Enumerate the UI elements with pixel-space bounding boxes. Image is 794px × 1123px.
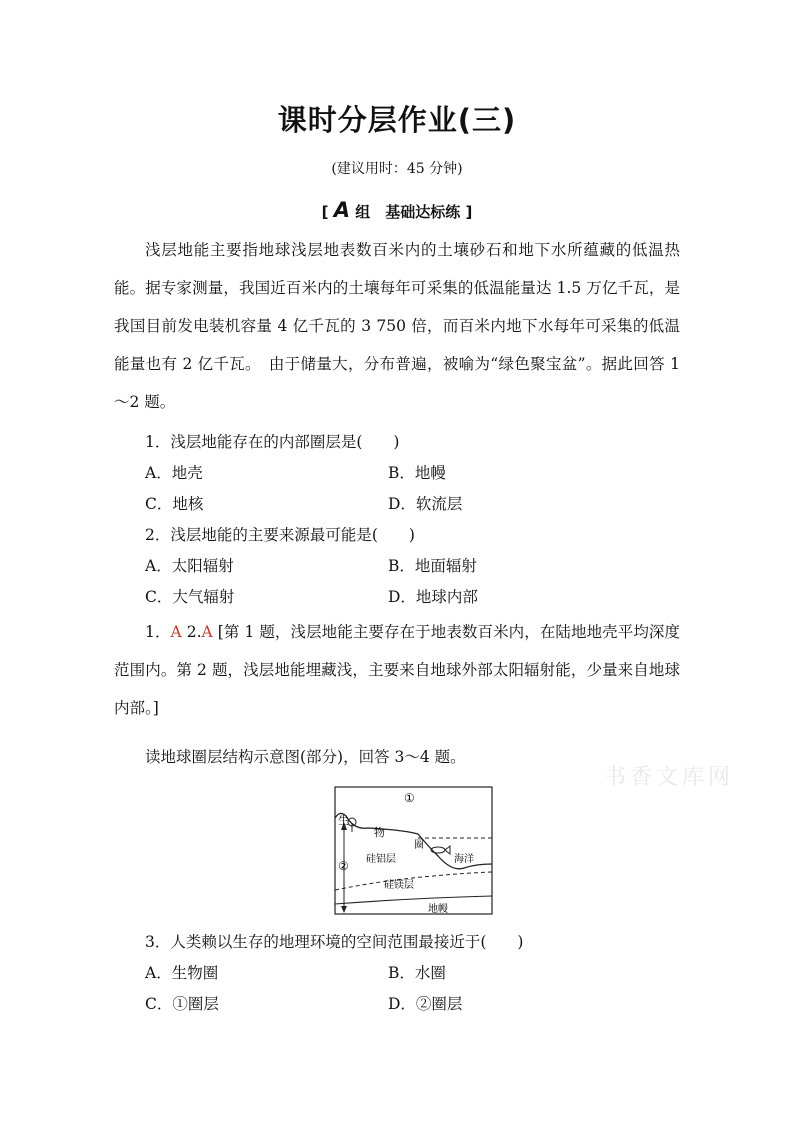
explanation-text: [第 1 题，浅层地能主要存在于地表数百米内，在陆地地壳平均深度范围内。第 2 题，浅层地能埋藏浅，主要来自地球外部太阳辐射能，少量来自地球内部。] <box>114 623 680 717</box>
q1-option-c: C．地核 <box>145 495 204 513</box>
answer-explanation-1-2 <box>114 613 680 727</box>
watermark: 书香文库网 <box>604 765 735 790</box>
answer-1: A <box>170 623 182 641</box>
label-wu: 物 <box>374 826 385 839</box>
group-letter: A <box>333 198 350 222</box>
label-sheng: 生 <box>338 814 349 827</box>
label-mantle: 地幔 <box>428 904 448 915</box>
q1-option-b: B．地幔 <box>388 464 446 482</box>
label-ocean: 海洋 <box>454 854 474 865</box>
earth-sphere-diagram <box>334 786 494 920</box>
group-bracket-open: [ <box>321 203 329 221</box>
group-label: 组 基础达标练 <box>355 203 461 221</box>
label-sima: 硅镁层 <box>384 880 414 891</box>
group-heading <box>0 198 794 222</box>
label-sial: 硅铝层 <box>366 854 396 865</box>
answer-2: A <box>201 623 213 641</box>
q2-option-d: D．地球内部 <box>388 588 478 606</box>
q3-option-c: C．①圈层 <box>145 995 219 1013</box>
q2-option-c: C．大气辐射 <box>145 588 235 606</box>
answer-2-number: 2. <box>186 623 202 641</box>
page-title: 课时分层作业(三) <box>277 103 517 137</box>
intro-paragraph: 浅层地能主要指地球浅层地表数百米内的土壤砂石和地下水所蕴藏的低温热能。据专家测量，我国近百米内的土壤每年可采集的低温能量达 1.5 万亿千瓦，是我国目前发电装机容量 4 亿千瓦的 3 750 倍，而百米内地下水每年可采集的低温能量也有 2 亿千瓦。 由于储量大，分布普遍，被喻为“绿色聚宝盆”。据此回答 1～2 题。 <box>114 241 680 411</box>
q2-stem: 2．浅层地能的主要来源最可能是( ) <box>145 526 415 544</box>
q3-stem: 3．人类赖以生存的地理环境的空间范围最接近于( ) <box>145 933 524 951</box>
label-circle-1: ① <box>404 791 415 805</box>
label-quan: 圈 <box>414 840 424 851</box>
q2-option-a: A．太阳辐射 <box>145 557 234 575</box>
label-circle-2: ② <box>338 859 349 873</box>
q3-option-a: A．生物圈 <box>145 964 219 982</box>
q3-option-b: B．水圈 <box>388 964 446 982</box>
group-bracket-close: ] <box>465 203 473 221</box>
q1-stem: 1．浅层地能存在的内部圈层是( ) <box>145 433 400 451</box>
q3-option-d: D．②圈层 <box>388 995 463 1013</box>
answer-1-number: 1． <box>145 623 171 641</box>
suggested-time: (建议用时：45 分钟) <box>331 161 463 177</box>
q1-option-a: A．地壳 <box>145 464 203 482</box>
q1-option-d: D．软流层 <box>388 495 463 513</box>
q2-option-b: B．地面辐射 <box>388 557 477 575</box>
read-instruction: 读地球圈层结构示意图(部分)，回答 3～4 题。 <box>145 748 466 766</box>
